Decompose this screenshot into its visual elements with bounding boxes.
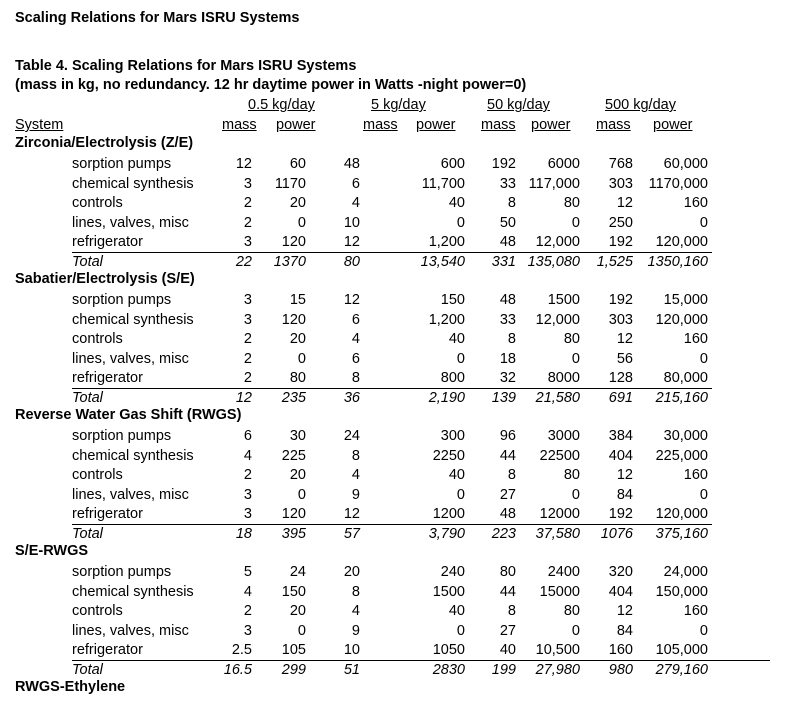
row-label: refrigerator <box>72 506 143 522</box>
table-cell: 120 <box>281 506 306 522</box>
table-cell: 80,000 <box>663 370 708 386</box>
table-cell: 223 <box>491 525 516 542</box>
table-cell: 0 <box>571 622 580 639</box>
table-cell: 12 <box>343 234 360 250</box>
table-cell: 80 <box>343 253 360 270</box>
table-cell: 8000 <box>547 370 580 386</box>
power-header: power <box>531 117 571 133</box>
table-cell: 105,000 <box>655 642 708 658</box>
table-cell: 303 <box>608 175 633 192</box>
row-label: lines, valves, misc <box>72 486 189 503</box>
table-cell: 0 <box>456 486 465 503</box>
row-label: sorption pumps <box>72 292 172 308</box>
row-label: chemical synthesis <box>72 583 194 600</box>
table-cell: 160 <box>683 467 708 483</box>
table-cell: 4 <box>351 467 360 483</box>
table-cell: 0 <box>571 486 580 503</box>
table-cell: 40 <box>499 642 516 658</box>
total-rule <box>72 660 770 661</box>
table-cell: 60,000 <box>663 156 708 172</box>
mass-header: mass <box>596 117 631 133</box>
table-cell: 105 <box>281 642 306 658</box>
table-cell: 4 <box>351 195 360 211</box>
table-cell: 8 <box>507 467 516 483</box>
table-cell: 37,580 <box>535 525 580 542</box>
table-cell: 24,000 <box>663 564 708 580</box>
table-cell: 3000 <box>547 428 580 444</box>
table-cell: 8 <box>351 447 360 464</box>
table-cell: 12,000 <box>535 234 580 250</box>
table-cell: 240 <box>440 564 465 580</box>
table-cell: 120,000 <box>655 311 708 328</box>
table-cell: 12 <box>235 156 252 172</box>
table-cell: 0 <box>571 214 580 231</box>
table-cell: 5 <box>243 564 252 580</box>
table-title: Table 4. Scaling Relations for Mars ISRU Systems <box>15 58 357 74</box>
table-cell: 80 <box>563 331 580 347</box>
table-cell: 2830 <box>432 661 465 678</box>
table-cell: 48 <box>499 234 516 250</box>
table-cell: 20 <box>289 467 306 483</box>
table-cell: 12000 <box>539 506 580 522</box>
table-cell: 48 <box>343 156 360 172</box>
table-cell: 2 <box>243 331 252 347</box>
table-cell: 6 <box>351 175 360 192</box>
table-cell: 80 <box>563 195 580 211</box>
table-subtitle: (mass in kg, no redundancy. 12 hr daytime power in Watts -night power=0) <box>15 77 527 93</box>
table-cell: 0 <box>456 350 465 367</box>
row-label: chemical synthesis <box>72 311 194 328</box>
table-cell: 0 <box>699 214 708 231</box>
table-cell: 18 <box>235 525 252 542</box>
row-label: refrigerator <box>72 370 143 386</box>
mass-header: mass <box>481 117 516 133</box>
mass-header: mass <box>222 117 257 133</box>
table-cell: 96 <box>499 428 516 444</box>
total-label: Total <box>72 525 103 542</box>
table-cell: 4 <box>243 447 252 464</box>
table-cell: 331 <box>491 253 516 270</box>
document-title: Scaling Relations for Mars ISRU Systems <box>15 10 300 26</box>
table-cell: 1,200 <box>428 311 465 328</box>
table-cell: 20 <box>289 331 306 347</box>
table-cell: 20 <box>289 603 306 619</box>
table-cell: 0 <box>297 350 306 367</box>
table-cell: 150 <box>281 583 306 600</box>
row-label: controls <box>72 603 123 619</box>
table-cell: 250 <box>608 214 633 231</box>
table-cell: 27 <box>499 622 516 639</box>
table-cell: 48 <box>499 292 516 308</box>
table-cell: 404 <box>608 447 633 464</box>
table-cell: 80 <box>289 370 306 386</box>
total-label: Total <box>72 253 103 270</box>
table-cell: 6 <box>351 350 360 367</box>
table-cell: 44 <box>499 447 516 464</box>
row-label: controls <box>72 331 123 347</box>
table-cell: 15000 <box>539 583 580 600</box>
table-cell: 18 <box>499 350 516 367</box>
table-cell: 9 <box>351 622 360 639</box>
table-cell: 12 <box>616 467 633 483</box>
table-cell: 10 <box>343 642 360 658</box>
table-cell: 225,000 <box>655 447 708 464</box>
table-cell: 48 <box>499 506 516 522</box>
row-label: lines, valves, misc <box>72 350 189 367</box>
row-label: chemical synthesis <box>72 447 194 464</box>
table-cell: 8 <box>507 195 516 211</box>
table-cell: 10,500 <box>535 642 580 658</box>
size-header: 500 kg/day <box>605 97 676 113</box>
table-cell: 300 <box>440 428 465 444</box>
table-cell: 20 <box>343 564 360 580</box>
table-cell: 44 <box>499 583 516 600</box>
table-cell: 6 <box>351 311 360 328</box>
total-label: Total <box>72 389 103 406</box>
table-cell: 150,000 <box>655 583 708 600</box>
table-cell: 1076 <box>600 525 633 542</box>
table-cell: 404 <box>608 583 633 600</box>
table-cell: 60 <box>289 156 306 172</box>
table-cell: 2 <box>243 467 252 483</box>
table-cell: 279,160 <box>655 661 708 678</box>
table-cell: 320 <box>608 564 633 580</box>
table-cell: 160 <box>683 603 708 619</box>
table-cell: 160 <box>683 195 708 211</box>
table-cell: 800 <box>440 370 465 386</box>
table-cell: 120 <box>281 234 306 250</box>
table-cell: 4 <box>243 583 252 600</box>
table-cell: 1050 <box>432 642 465 658</box>
size-header: 0.5 kg/day <box>248 97 315 113</box>
table-cell: 980 <box>608 661 633 678</box>
table-cell: 1,200 <box>428 234 465 250</box>
table-cell: 80 <box>563 603 580 619</box>
table-cell: 135,080 <box>527 253 580 270</box>
table-cell: 1170 <box>274 175 306 192</box>
table-cell: 199 <box>491 661 516 678</box>
row-label: lines, valves, misc <box>72 622 189 639</box>
table-cell: 192 <box>608 506 633 522</box>
table-cell: 30 <box>289 428 306 444</box>
table-cell: 50 <box>499 214 516 231</box>
section-title: S/E-RWGS <box>15 543 89 559</box>
table-cell: 0 <box>699 486 708 503</box>
size-header: 50 kg/day <box>487 97 550 113</box>
table-cell: 15 <box>289 292 306 308</box>
table-cell: 1500 <box>547 292 580 308</box>
table-cell: 40 <box>448 603 465 619</box>
table-cell: 12 <box>616 603 633 619</box>
table-cell: 80 <box>499 564 516 580</box>
table-cell: 3 <box>243 506 252 522</box>
total-rule <box>72 524 712 525</box>
table-cell: 0 <box>297 214 306 231</box>
table-cell: 120,000 <box>655 506 708 522</box>
power-header: power <box>653 117 693 133</box>
table-cell: 117,000 <box>528 175 580 192</box>
table-cell: 2.5 <box>231 642 252 658</box>
table-cell: 11,700 <box>421 175 465 192</box>
table-cell: 2 <box>243 370 252 386</box>
table-cell: 8 <box>351 583 360 600</box>
table-cell: 2400 <box>547 564 580 580</box>
table-cell: 84 <box>616 486 633 503</box>
table-cell: 0 <box>699 350 708 367</box>
row-label: sorption pumps <box>72 564 172 580</box>
table-cell: 1350,160 <box>647 253 708 270</box>
table-cell: 0 <box>571 350 580 367</box>
table-cell: 30,000 <box>663 428 708 444</box>
row-label: chemical synthesis <box>72 175 194 192</box>
table-cell: 0 <box>456 622 465 639</box>
table-cell: 3,790 <box>428 525 465 542</box>
row-label: lines, valves, misc <box>72 214 189 231</box>
table-cell: 33 <box>499 311 516 328</box>
table-cell: 36 <box>343 389 360 406</box>
table-cell: 27,980 <box>535 661 580 678</box>
table-cell: 150 <box>440 292 465 308</box>
power-header: power <box>416 117 456 133</box>
row-label: sorption pumps <box>72 428 172 444</box>
table-cell: 22 <box>235 253 252 270</box>
table-cell: 4 <box>351 603 360 619</box>
table-cell: 225 <box>281 447 306 464</box>
section-title: Reverse Water Gas Shift (RWGS) <box>15 407 242 423</box>
table-cell: 303 <box>608 311 633 328</box>
total-rule <box>72 388 712 389</box>
table-cell: 4 <box>351 331 360 347</box>
table-cell: 2 <box>243 350 252 367</box>
table-cell: 51 <box>343 661 360 678</box>
total-label: Total <box>72 661 103 678</box>
table-cell: 2 <box>243 195 252 211</box>
table-cell: 12 <box>343 506 360 522</box>
table-cell: 10 <box>343 214 360 231</box>
table-cell: 12 <box>235 389 252 406</box>
table-cell: 9 <box>351 486 360 503</box>
table-cell: 1370 <box>273 253 306 270</box>
table-cell: 120,000 <box>655 234 708 250</box>
table-cell: 40 <box>448 331 465 347</box>
table-cell: 32 <box>499 370 516 386</box>
mass-header: mass <box>363 117 398 133</box>
table-cell: 27 <box>499 486 516 503</box>
section-title: RWGS-Ethylene <box>15 679 126 695</box>
table-cell: 20 <box>289 195 306 211</box>
table-cell: 3 <box>243 175 252 192</box>
table-cell: 1170,000 <box>648 175 708 192</box>
table-cell: 160 <box>683 331 708 347</box>
table-cell: 3 <box>243 622 252 639</box>
table-cell: 3 <box>243 234 252 250</box>
table-cell: 8 <box>351 370 360 386</box>
table-cell: 6000 <box>547 156 580 172</box>
table-cell: 160 <box>608 642 633 658</box>
total-rule <box>72 252 712 253</box>
table-cell: 0 <box>297 486 306 503</box>
section-title: Sabatier/Electrolysis (S/E) <box>15 271 195 287</box>
table-cell: 24 <box>343 428 360 444</box>
table-cell: 1200 <box>432 506 465 522</box>
table-cell: 56 <box>616 350 633 367</box>
table-cell: 2 <box>243 603 252 619</box>
table-cell: 40 <box>448 467 465 483</box>
row-label: refrigerator <box>72 642 143 658</box>
table-cell: 80 <box>563 467 580 483</box>
table-cell: 0 <box>699 622 708 639</box>
table-cell: 22500 <box>539 447 580 464</box>
table-cell: 395 <box>281 525 306 542</box>
table-cell: 2 <box>243 214 252 231</box>
table-cell: 768 <box>608 156 633 172</box>
table-cell: 24 <box>289 564 306 580</box>
table-cell: 33 <box>499 175 516 192</box>
table-cell: 1,525 <box>596 253 633 270</box>
section-title: Zirconia/Electrolysis (Z/E) <box>15 135 194 151</box>
table-cell: 21,580 <box>535 389 580 406</box>
table-cell: 128 <box>608 370 633 386</box>
table-cell: 6 <box>243 428 252 444</box>
table-cell: 2,190 <box>428 389 465 406</box>
table-cell: 600 <box>440 156 465 172</box>
table-cell: 3 <box>243 311 252 328</box>
size-header: 5 kg/day <box>371 97 426 113</box>
table-cell: 375,160 <box>655 525 708 542</box>
table-cell: 3 <box>243 292 252 308</box>
table-cell: 384 <box>608 428 633 444</box>
table-cell: 120 <box>281 311 306 328</box>
table-cell: 12,000 <box>535 311 580 328</box>
table-cell: 299 <box>281 661 306 678</box>
row-label: controls <box>72 195 123 211</box>
system-header: System <box>15 117 64 133</box>
table-cell: 13,540 <box>420 253 465 270</box>
table-cell: 12 <box>616 195 633 211</box>
row-label: refrigerator <box>72 234 143 250</box>
table-cell: 2250 <box>432 447 465 464</box>
table-cell: 12 <box>343 292 360 308</box>
table-cell: 12 <box>616 331 633 347</box>
table-cell: 215,160 <box>655 389 708 406</box>
table-cell: 15,000 <box>663 292 708 308</box>
table-cell: 192 <box>608 234 633 250</box>
table-cell: 192 <box>608 292 633 308</box>
table-cell: 0 <box>297 622 306 639</box>
table-cell: 3 <box>243 486 252 503</box>
table-cell: 40 <box>448 195 465 211</box>
table-cell: 16.5 <box>223 661 252 678</box>
table-cell: 0 <box>456 214 465 231</box>
power-header: power <box>276 117 316 133</box>
table-cell: 1500 <box>432 583 465 600</box>
table-cell: 8 <box>507 603 516 619</box>
row-label: controls <box>72 467 123 483</box>
table-cell: 57 <box>343 525 360 542</box>
table-cell: 84 <box>616 622 633 639</box>
row-label: sorption pumps <box>72 156 172 172</box>
table-cell: 139 <box>491 389 516 406</box>
table-cell: 691 <box>608 389 633 406</box>
table-cell: 235 <box>281 389 306 406</box>
table-cell: 192 <box>491 156 516 172</box>
table-cell: 8 <box>507 331 516 347</box>
